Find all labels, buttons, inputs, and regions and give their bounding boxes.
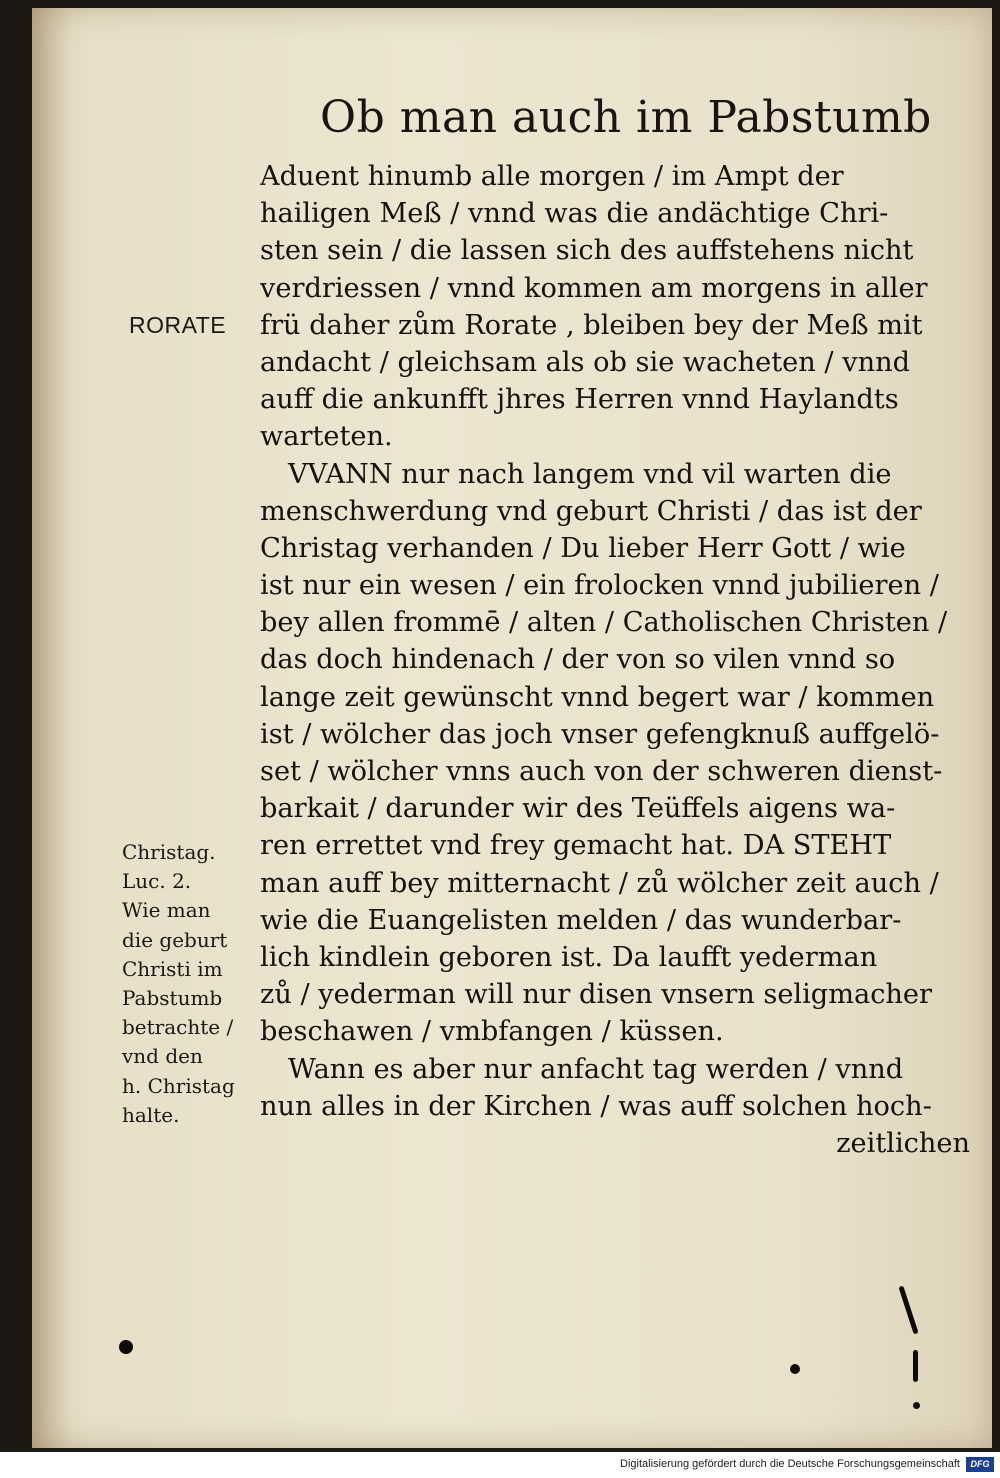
text-line: set / wölcher vnns auch von der schweren dienst-	[260, 756, 943, 787]
footer-credit: Digitalisierung gefördert durch die Deutsche Forschungsgemeinschaft	[620, 1458, 960, 1470]
text-line: andacht / gleichsam als ob sie wacheten / vnnd	[260, 346, 910, 378]
margin-note: Christag.	[122, 840, 216, 864]
margin-note: die geburt	[122, 927, 228, 952]
dfg-logo: DFG	[966, 1457, 994, 1472]
text-line: VVANN nur nach langem vnd vil warten die	[288, 458, 892, 490]
ink-dot	[790, 1364, 800, 1374]
text-line: das doch hindenach / der von so vilen vnnd so	[260, 644, 896, 676]
text-line: auff die ankunfft jhres Herren vnnd Haylandts	[260, 384, 899, 416]
margin-notes	[122, 838, 235, 1130]
body-text	[260, 158, 970, 1162]
text-line: Christag verhanden / Du lieber Herr Gott / wie	[260, 532, 906, 564]
margin-note: Pabstumb	[122, 985, 223, 1010]
text-line: ren errettet vnd frey gemacht hat. DA STEHT	[260, 830, 892, 862]
text-line: man auff bey mitternacht / zů wölcher zeit auch /	[260, 867, 939, 899]
text-line: lich kindlein geboren ist. Da laufft yederman	[260, 941, 878, 973]
text-line: lange zeit gewünscht vnnd begert war / kommen	[260, 681, 935, 713]
text-line: hailigen Meß / vnnd was die andächtige Chri-	[260, 198, 889, 230]
ink-dot	[119, 1340, 133, 1354]
text-line: barkait / darunder wir des Teüffels aigens wa-	[260, 793, 896, 825]
text-line: ist / wölcher das joch vnser gefengknuß auffgelö-	[260, 718, 940, 750]
margin-note-rorate: RORATE	[129, 312, 227, 338]
ink-dot	[913, 1402, 920, 1409]
text-line: sten sein / die lassen sich des auffstehens nicht	[260, 235, 914, 267]
margin-note: h. Christag	[122, 1073, 235, 1098]
margin-note: vnd den	[122, 1044, 203, 1069]
margin-note: Luc. 2.	[122, 869, 192, 894]
text-line: warteten.	[260, 421, 393, 453]
text-line: ist nur ein wesen / ein frolocken vnnd jubilieren /	[260, 570, 939, 602]
text-line: bey allen frommē / alten / Catholischen Christen /	[260, 607, 948, 639]
text-line: menschwerdung vnd geburt Christi / das ist der	[260, 495, 922, 527]
text-line: verdriessen / vnnd kommen am morgens in aller	[260, 272, 928, 304]
footer-bar	[0, 1452, 1000, 1478]
margin-note: betrachte /	[122, 1015, 234, 1040]
text-line: Wann es aber nur anfacht tag werden / vnnd	[288, 1053, 904, 1085]
text-line: beschawen / vmbfangen / küssen.	[260, 1016, 724, 1048]
text-line: nun alles in der Kirchen / was auff solchen hoch-	[260, 1090, 932, 1122]
text-line: Aduent hinumb alle morgen / im Ampt der	[260, 161, 844, 192]
ink-mark	[913, 1350, 918, 1382]
catchword: zeitlichen	[836, 1127, 970, 1159]
text-line: wie die Euangelisten melden / das wunderbar-	[260, 904, 902, 936]
running-head: Ob man auch im Pabstumb	[320, 92, 932, 143]
margin-note: Christi im	[122, 956, 223, 981]
margin-note: halte.	[122, 1102, 180, 1127]
text-line: frü daher zům Rorate , bleiben bey der Meß mit	[260, 309, 923, 341]
text-line: zů / yederman will nur disen vnsern seligmacher	[260, 979, 933, 1011]
margin-note: Wie man	[122, 898, 211, 923]
